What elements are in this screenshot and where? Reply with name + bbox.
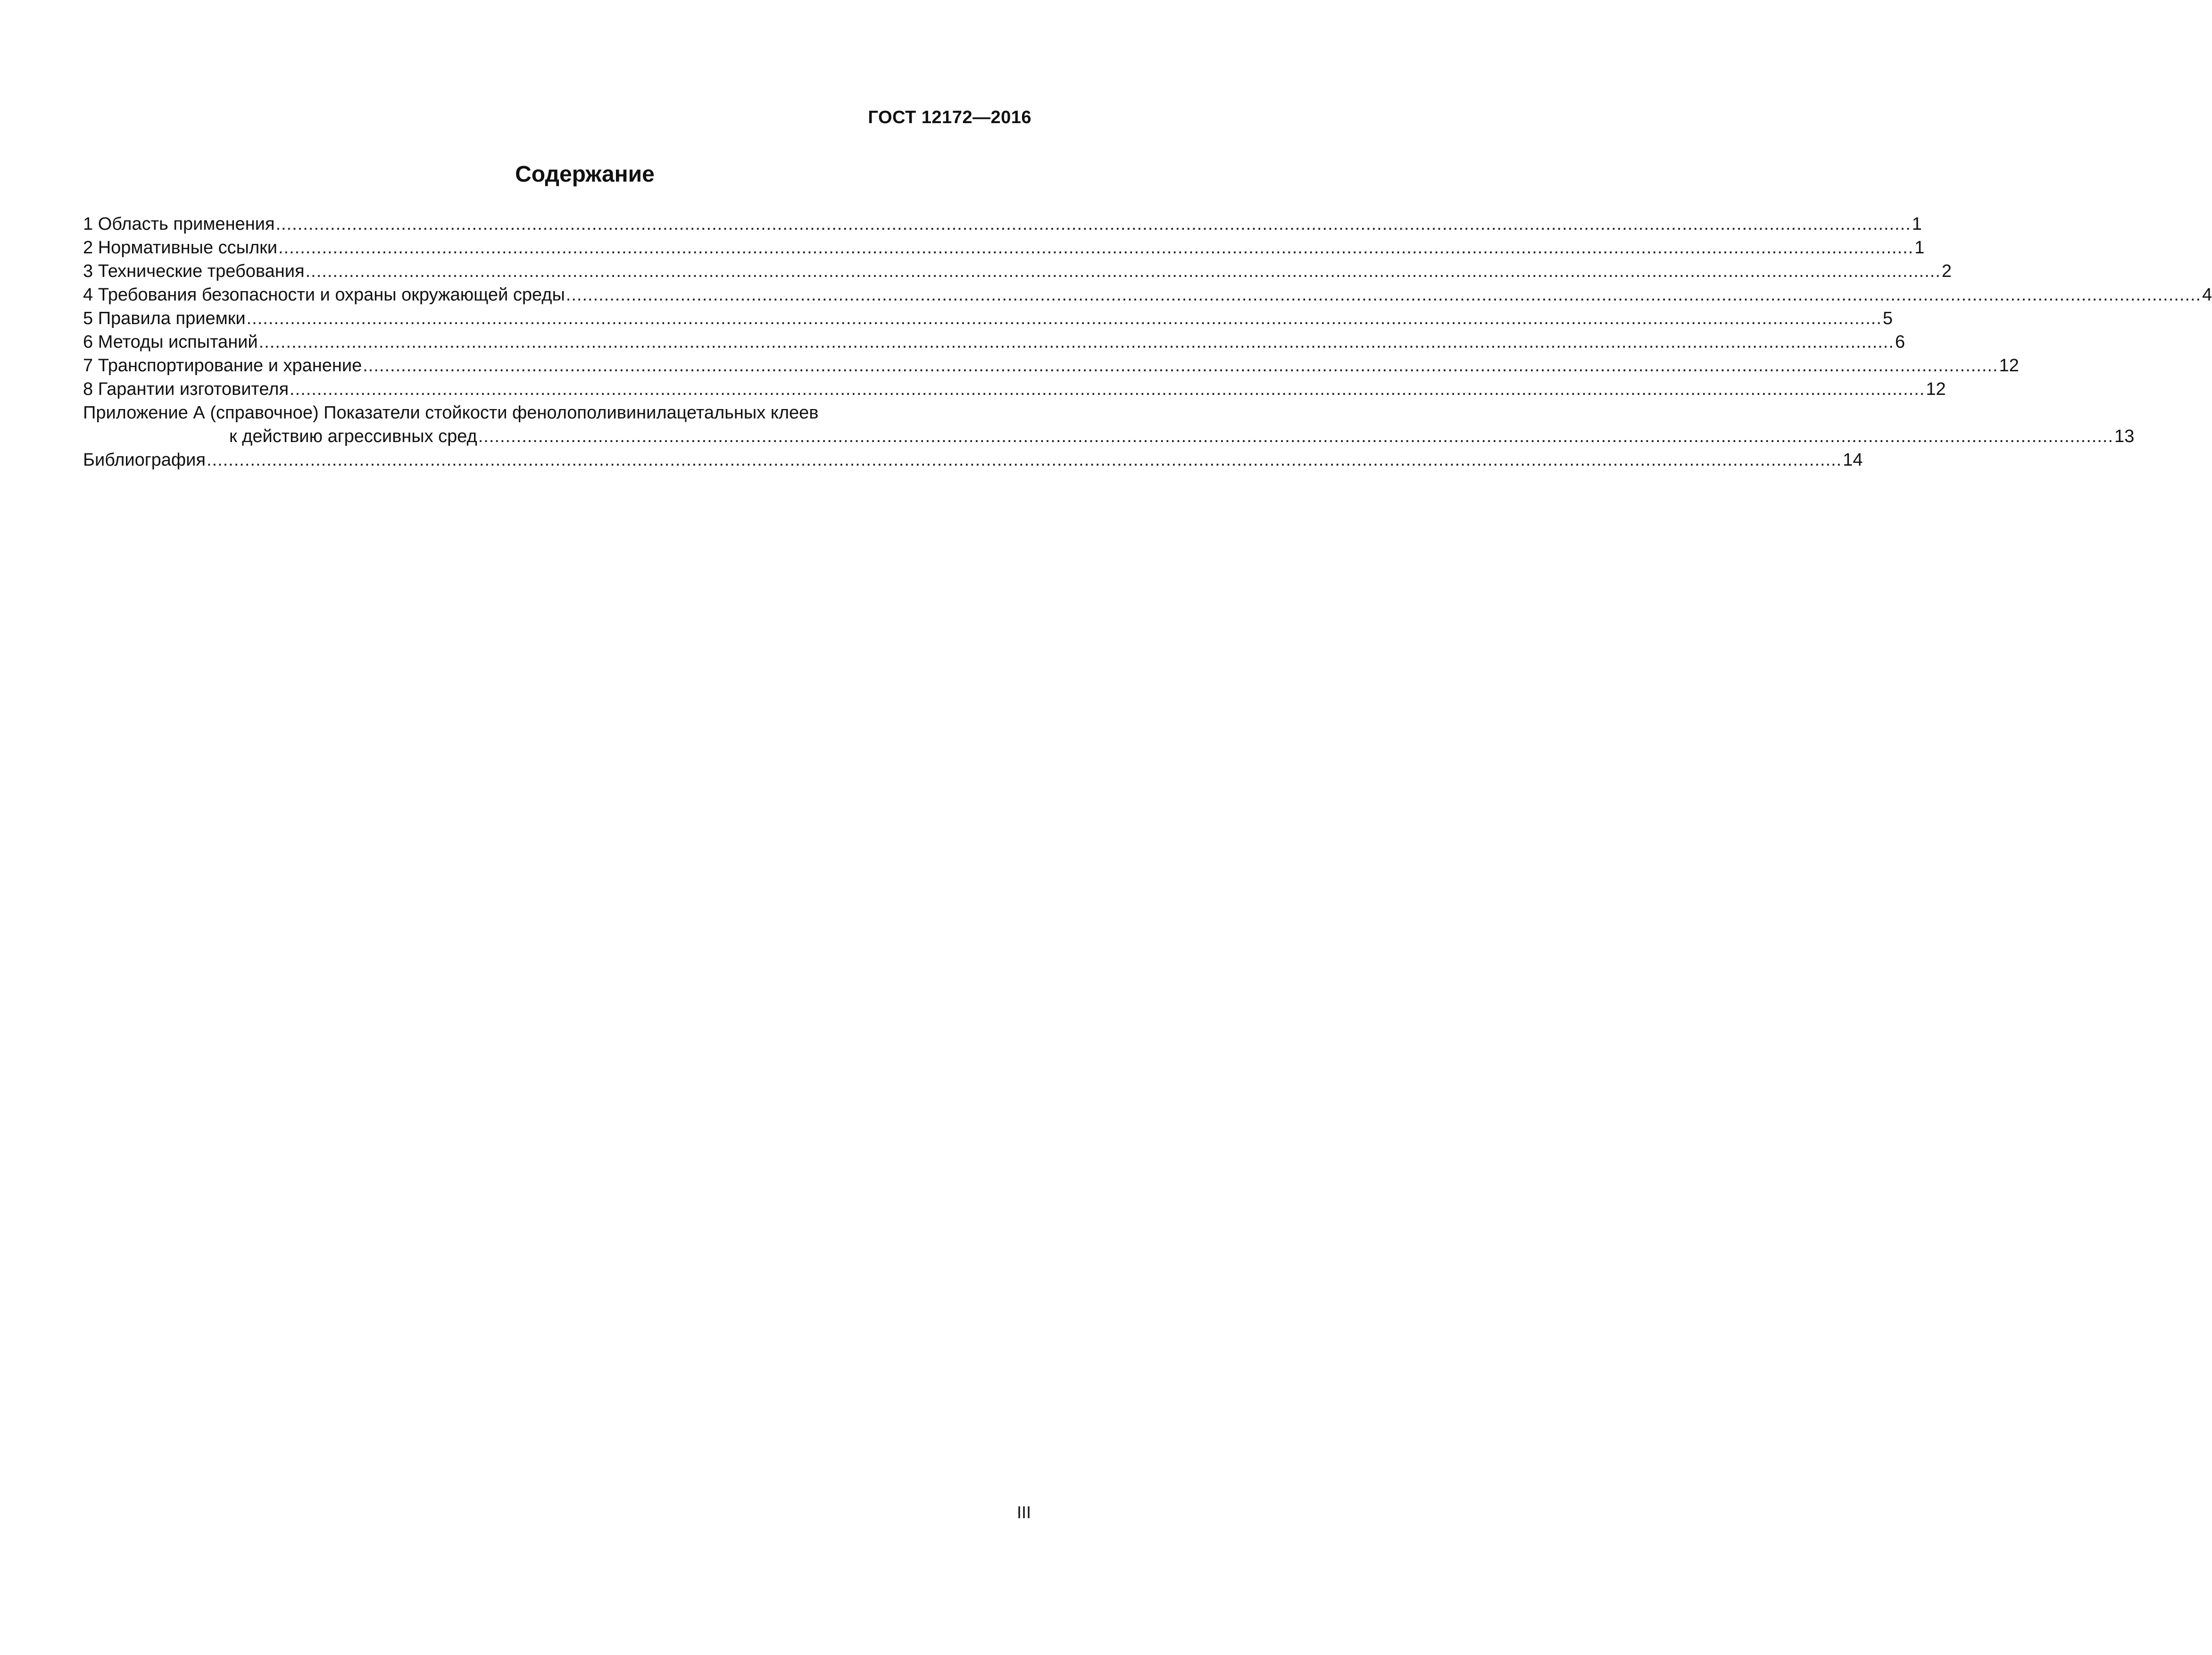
toc-title: Содержание xyxy=(515,162,655,187)
dot-leader: ............................................................................................................................................................................................................................................................................................................ xyxy=(246,309,1882,328)
toc-entry[interactable] xyxy=(83,236,1925,259)
toc-entry[interactable] xyxy=(83,377,1946,401)
toc-entry-label: 6 Методы испытаний xyxy=(83,332,258,352)
dot-leader: ............................................................................................................................................................................................................................................................................................................ xyxy=(278,238,1914,258)
toc-entry[interactable] xyxy=(83,448,1863,472)
dot-leader: ............................................................................................................................................................................................................................................................................................................ xyxy=(478,426,2114,446)
toc-entry-label: 5 Правила приемки xyxy=(83,309,246,328)
toc-entry-page: 6 xyxy=(1895,332,1905,352)
toc-entry-page: 14 xyxy=(1843,450,1863,470)
page-number: III xyxy=(1016,1503,1031,1522)
toc-entry-label: 4 Требования безопасности и охраны окружающей среды xyxy=(83,285,565,305)
toc-entry[interactable] xyxy=(83,307,1893,330)
toc-entry-page: 4 xyxy=(2202,285,2212,305)
dot-leader: ............................................................................................................................................................................................................................................................................................................ xyxy=(305,261,1941,281)
toc-entry[interactable] xyxy=(83,259,1952,283)
toc-entry[interactable] xyxy=(83,330,1905,354)
toc-entry-label: Библиография xyxy=(83,450,206,470)
dot-leader: ............................................................................................................................................................................................................................................................................................................ xyxy=(363,356,1998,376)
table-of-contents xyxy=(83,212,2212,472)
toc-entry[interactable] xyxy=(83,212,1922,236)
toc-entry-page: 12 xyxy=(1999,356,2019,376)
toc-entry[interactable] xyxy=(83,283,2212,307)
toc-entry-label: к действию агрессивных сред xyxy=(229,426,477,446)
toc-entry-page: 2 xyxy=(1941,261,1952,281)
toc-entry[interactable] xyxy=(83,354,2019,377)
dot-leader: ............................................................................................................................................................................................................................................................................................................ xyxy=(565,285,2202,305)
dot-leader: ............................................................................................................................................................................................................................................................................................................ xyxy=(275,214,1911,234)
toc-entry-page: 12 xyxy=(1926,379,1946,399)
toc-entry-page: 13 xyxy=(2114,426,2135,446)
toc-entry-label: 2 Нормативные ссылки xyxy=(83,238,277,258)
dot-leader: ............................................................................................................................................................................................................................................................................................................ xyxy=(206,450,1842,470)
toc-entry-appendix-continuation[interactable] xyxy=(83,425,2135,448)
toc-entry-label: 1 Область применения xyxy=(83,214,275,234)
toc-entry-page: 5 xyxy=(1882,309,1893,328)
document-id-header: ГОСТ 12172—2016 xyxy=(868,108,1031,127)
dot-leader: ............................................................................................................................................................................................................................................................................................................ xyxy=(258,332,1894,352)
toc-entry-label: 8 Гарантии изготовителя xyxy=(83,379,289,399)
toc-entry-label: Приложение А (справочное) Показатели стойкости фенолополивинилацетальных клеев xyxy=(83,403,819,423)
toc-entry-label: 3 Технические требования xyxy=(83,261,305,281)
dot-leader: ............................................................................................................................................................................................................................................................................................................ xyxy=(290,379,1925,399)
toc-entry-page: 1 xyxy=(1912,214,1922,234)
toc-entry-page: 1 xyxy=(1914,238,1925,258)
toc-entry-appendix[interactable] xyxy=(83,401,1031,425)
toc-entry-label: 7 Транспортирование и хранение xyxy=(83,356,362,376)
